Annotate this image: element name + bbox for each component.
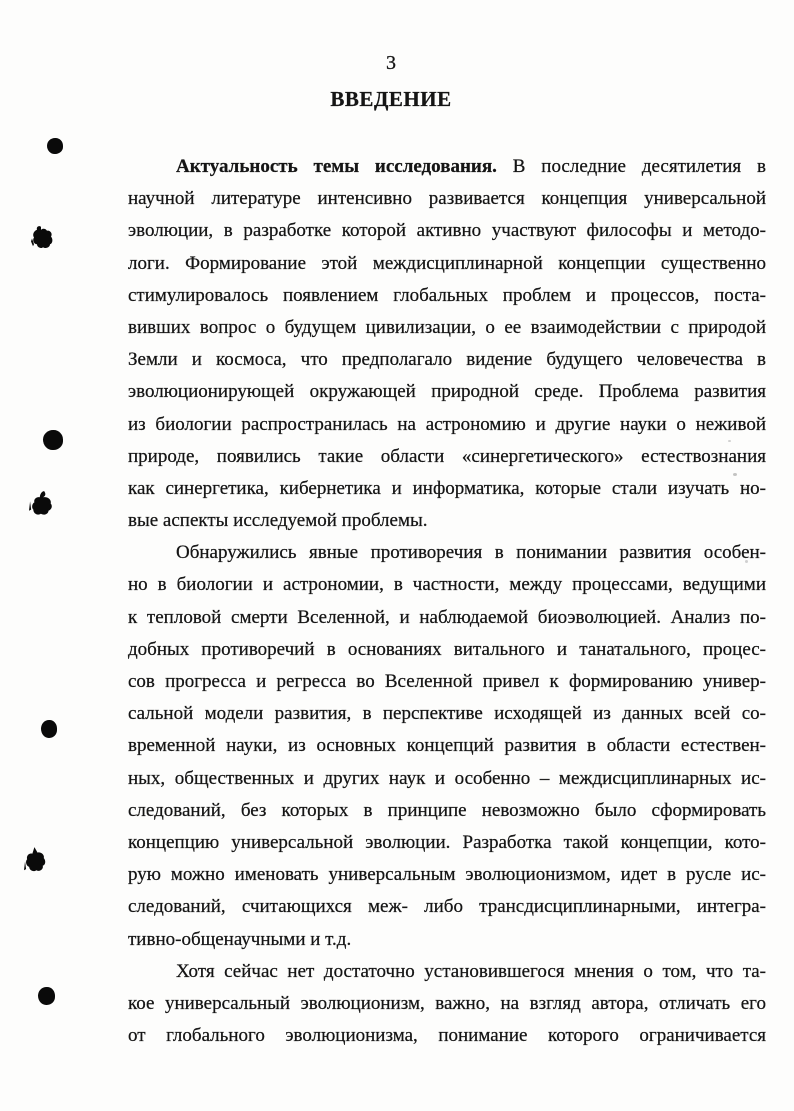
text-line: вые аспекты исследуемой проблемы. <box>128 510 428 532</box>
ink-blob-artifact <box>29 489 55 520</box>
text-line: рую можно именовать универсальным эволюционизмом, идет в русле ис- <box>128 864 766 886</box>
text-line: концепцию универсальной эволюции. Разработка такой концепции, кото- <box>128 831 766 853</box>
text-line: временной науки, из основных концепций развития в области естествен- <box>128 735 766 757</box>
text-line: но в биологии и астрономии, в частности, между процессами, ведущими <box>128 574 766 596</box>
ink-blob-artifact <box>24 846 49 879</box>
text-line: тивно-общенаучными и т.д. <box>128 928 352 950</box>
text-line: из биологии распространилась на астрономию и другие науки о неживой <box>128 413 766 435</box>
text-line: сов прогресса и регресса во Вселенной привел к формированию универ- <box>128 671 766 692</box>
ink-blob-artifact <box>30 224 54 253</box>
text-line: следований, считающихся меж- либо трансдисциплинарными, интегра- <box>128 896 766 918</box>
lead-rest: В последние десятилетия в <box>496 156 766 177</box>
text-line: вивших вопрос о будущем цивилизации, о ее взаимодействии с природой <box>128 316 766 338</box>
text-line: стимулировалось появлением глобальных проблем и процессов, поста- <box>128 284 766 306</box>
ink-dot-artifact <box>47 138 63 154</box>
page-number: 3 <box>386 52 396 74</box>
text-line: эволюции, в разработке которой активно участвуют философы и методо- <box>128 220 766 242</box>
text-line: как синергетика, кибернетика и информатика, которые стали изучать но- <box>128 477 766 499</box>
text-line: научной литературе интенсивно развивается концепция универсальной <box>128 188 766 210</box>
text-line: Хотя сейчас нет достаточно установившегося мнения о том, что та- <box>176 960 766 982</box>
text-line: логи. Формирование этой междисциплинарной концепции существенно <box>128 252 766 274</box>
text-line: от глобального эволюционизма, понимание которого ограничивается <box>128 1025 766 1047</box>
text-block <box>128 151 766 1052</box>
lead-emphasis: Актуальность темы исследования. <box>176 156 497 177</box>
text-line: кое универсальный эволюционизм, важно, на взгляд автора, отличать его <box>128 992 766 1014</box>
text-line: эволюционирующей окружающей природной среде. Проблема развития <box>128 381 766 403</box>
text-line: Земли и космоса, что предполагало видение будущего человечества в <box>128 349 766 371</box>
text-line <box>128 151 766 183</box>
ink-dot-artifact <box>43 430 63 450</box>
text-line: сальной модели развития, в перспективе исходящей из данных всей со- <box>128 703 766 725</box>
text-line: ных, общественных и других наук и особенно – междисциплинарных ис- <box>128 767 766 789</box>
text-line: добных противоречий в основаниях витального и танатального, процес- <box>128 638 766 660</box>
text-line: к тепловой смерти Вселенной, и наблюдаемой биоэволюцией. Анализ по- <box>128 606 766 628</box>
ink-dot-artifact <box>38 987 55 1005</box>
page-title: ВВЕДЕНИЕ <box>330 87 452 111</box>
text-line: Обнаружились явные противоречия в понимании развития особен- <box>176 542 766 564</box>
text-line: природе, появились такие области «синергетического» естествознания <box>128 445 766 467</box>
text-line: следований, без которых в принципе невозможно было сформировать <box>128 799 766 821</box>
ink-dot-artifact <box>41 720 57 738</box>
